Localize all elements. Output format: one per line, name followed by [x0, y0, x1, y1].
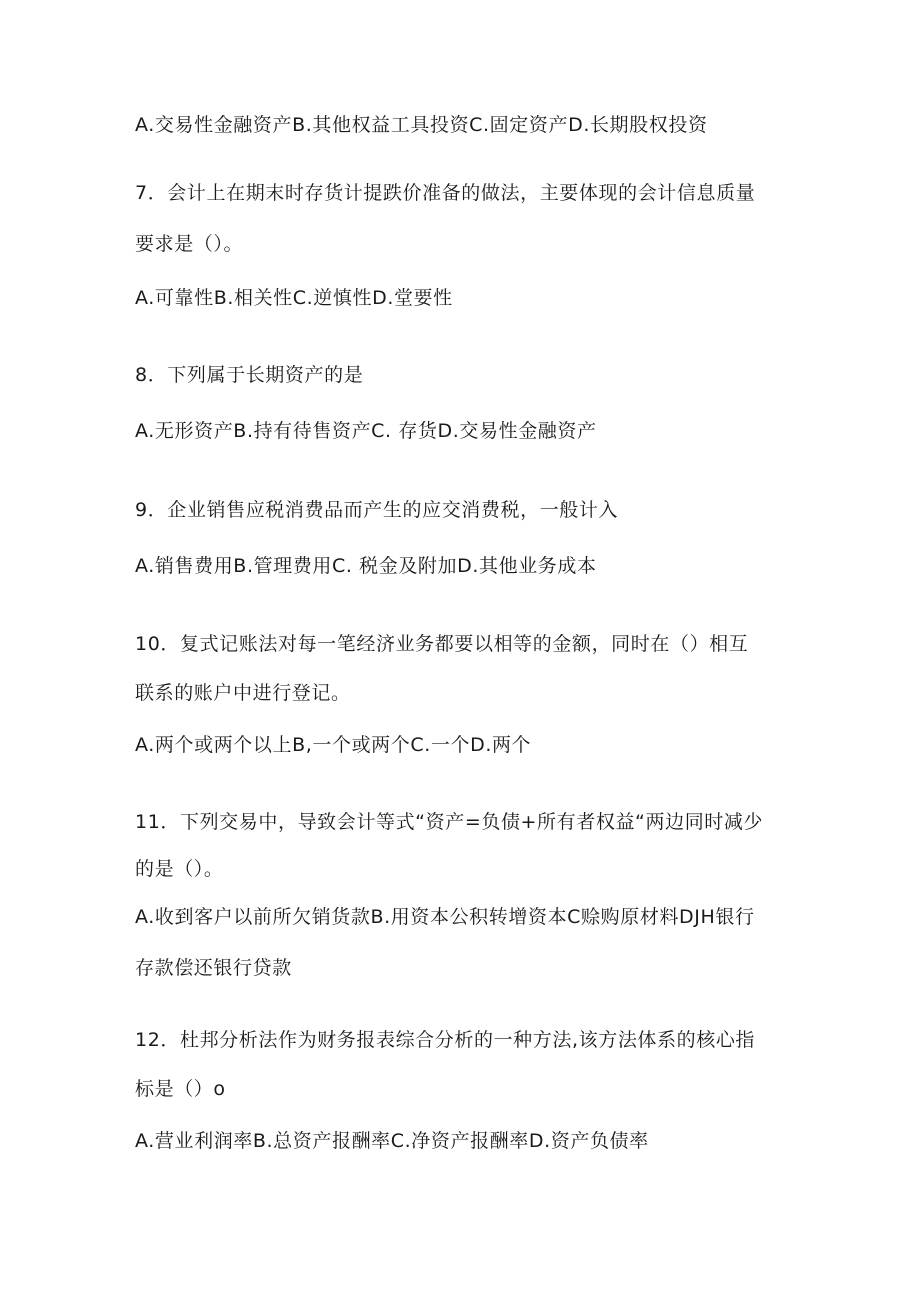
q12-options: A.营业利润率B.总资产报酬率C.净资产报酬率D.资产负债率: [135, 1130, 649, 1152]
q11-question-line-1: 11．下列交易中，导致会计等式“资产=负债+所有者权益“两边同时减少: [135, 811, 764, 833]
q8-question: 8．下列属于长期资产的是: [135, 364, 364, 386]
q8-options: A.无形资产B.持有待售资产C. 存货D.交易性金融资产: [135, 420, 597, 442]
q12-question-line-1: 12．杜邦分析法作为财务报表综合分析的一种方法,该方法体系的核心指: [135, 1029, 756, 1051]
q9-options: A.销售费用B.管理费用C. 税金及附加D.其他业务成本: [135, 555, 597, 577]
q9-question: 9．企业销售应税消费品而产生的应交消费税，一般计入: [135, 499, 619, 521]
q7-options: A.可靠性B.相关性C.逆慎性D.堂要性: [135, 287, 453, 309]
q12-question-line-2: 标是（）o: [135, 1078, 226, 1100]
q10-question-line-2: 联系的账户中进行登记。: [135, 682, 351, 704]
q6-options: A.交易性金融资产B.其他权益工具投资C.固定资产D.长期股权投资: [135, 114, 708, 136]
q11-question-line-2: 的是（）。: [135, 858, 224, 880]
q10-options: A.两个或两个以上B,一个或两个C.一个D.两个: [135, 734, 532, 756]
q7-question-line-1: 7．会计上在期末时存货计提跌价准备的做法，主要体现的会计信息质量: [135, 182, 756, 204]
q7-question-line-2: 要求是（）。: [135, 233, 244, 255]
q10-question-line-1: 10．复式记账法对每一笔经济业务都要以相等的金额，同时在（）相互: [135, 633, 749, 655]
q11-options-line-1: A.收到客户以前所欠销货款B.用资本公积转增资本C赊购原材料DJH银行: [135, 906, 755, 928]
q11-options-line-2: 存款偿还银行贷款: [135, 957, 292, 979]
